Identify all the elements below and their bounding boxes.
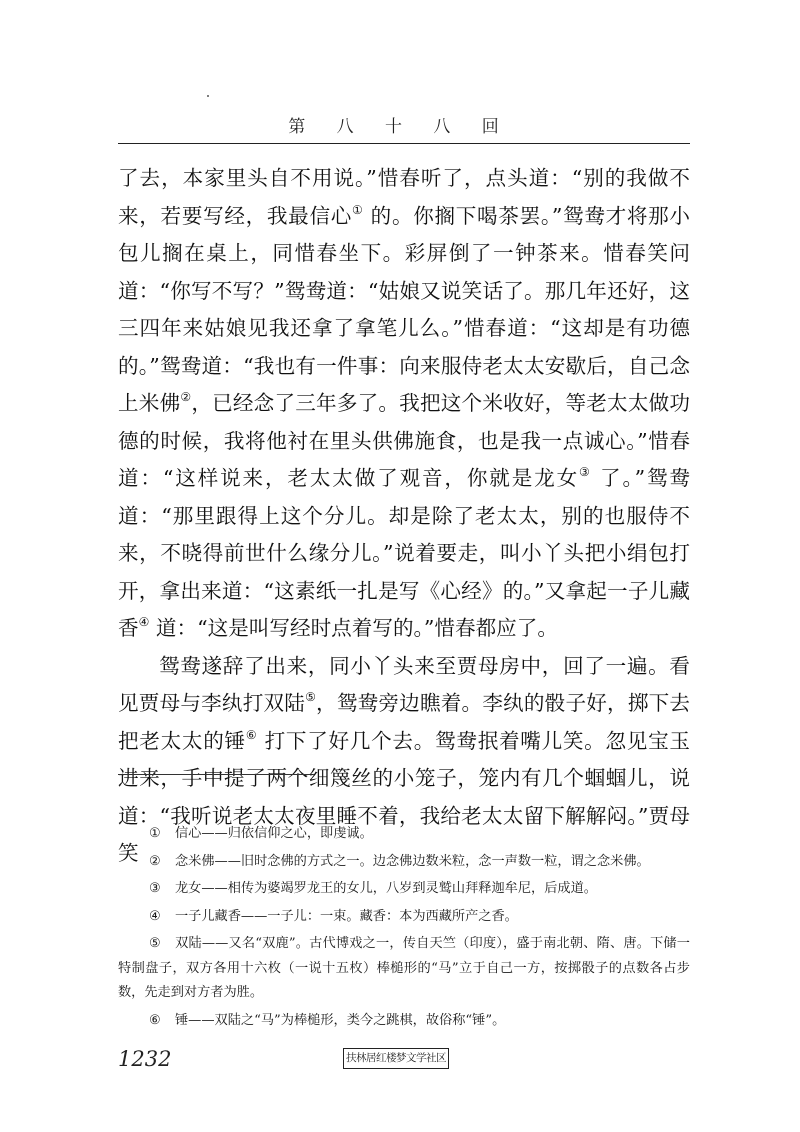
footnote-number: ⑤ xyxy=(149,936,161,951)
footnote-item xyxy=(118,932,690,1006)
footnote-number: ④ xyxy=(149,908,161,924)
chapter-running-header: 第 八 十 八 回 xyxy=(288,117,512,137)
footnote-text: 龙女——相传为婆竭罗龙王的女儿，八岁到灵鹫山拜释迦牟尼，后成道。 xyxy=(175,881,597,896)
footnote-text: 锤——双陆之“马”为棒槌形，类今之跳棋，故俗称“锤”。 xyxy=(175,1012,506,1028)
footnote-ref-2[interactable]: ② xyxy=(180,390,192,404)
footnote-text: 信心——归依信仰之心，即虔诚。 xyxy=(175,826,373,841)
footnote-ref-1[interactable]: ① xyxy=(352,202,364,217)
paragraph-1: 了去，本家里头自不用说。”惜春听了，点头道：“别的我做不来，若要写经，我最信心① 的。你搁下喝茶罢。”鸳鸯才将那小包儿搁在桌上，同惜春坐下。彩屏倒了一钟茶来。惜春笑问道：“你写不写？”鸳鸯道：“姑娘又说笑话了。那几年还好，这三四年来姑娘见我还拿了拿笔儿么。”惜春道：“这却是有功德的。”鸳鸯道：“我也有一件事：向来服侍老太太安歇后，自己念上米佛②，已经念了三年多了。我把这个米收好，等老太太做功德的时候，我将他衬在里头供佛施食，也是我一点诚心。”惜春道：“这样说来，老太太做了观音，你就是龙女③ 了。”鸳鸯道：“那里跟得上这个分儿。却是除了老太太，别的也服侍不来，不晓得前世什么缘分儿。”说着要走，叫小丫头把小绢包打开，拿出来道：“这素纸一扎是写《心经》的。”又拿起一子儿藏香④ 道：“这是叫写经时点着写的。”惜春都应了。 xyxy=(118,166,691,640)
paragraph-2: 鸳鸯遂辞了出来，同小丫头来至贾母房中，回了一遍。看见贾母与李纨打双陆⑤，鸳鸯旁边瞧着。李纨的骰子好，掷下去把老太太的锤⑥ 打下了好几个去。鸳鸯抿着嘴儿笑。忽见宝玉进来，手中提了两个细篾丝的小笼子，笼内有几个蝈蝈儿，说道：“我听说老太太夜里睡不着，我给老太太留下解解闷。”贾母笑 xyxy=(118,653,691,865)
scan-speck xyxy=(207,95,209,97)
footnote-ref-5[interactable]: ⑤ xyxy=(305,690,317,704)
footnote-item xyxy=(118,1009,690,1034)
footnote-ref-4[interactable]: ④ xyxy=(138,615,150,629)
footnote-number: ⑥ xyxy=(149,1012,161,1028)
footnote-item xyxy=(118,850,690,875)
page-number: 1232 xyxy=(118,1047,172,1071)
footnote-text: 双陆——又名“双鹿”。古代博戏之一，传自天竺（印度），盛于南北朝、隋、唐。下储一特制盘子，双方各用十六枚（一说十五枚）棒槌形的“马”立于自己一方，按掷骰子的点数各占步数，先走到对方者为胜。 xyxy=(118,936,690,1000)
header-rule xyxy=(118,143,690,144)
footnote-ref-3[interactable]: ③ xyxy=(579,465,592,479)
footnote-rule xyxy=(118,774,310,775)
watermark-stamp: 扶林居红楼梦文学社区 xyxy=(343,1048,449,1069)
footnote-number: ③ xyxy=(149,881,161,896)
footnote-text: 念米佛——旧时念佛的方式之一。边念佛边数米粒，念一声数一粒，谓之念米佛。 xyxy=(175,853,650,869)
footnote-ref-6[interactable]: ⑥ xyxy=(245,727,258,742)
footnote-number: ① xyxy=(149,826,161,841)
footnotes-section xyxy=(118,822,690,1036)
footnote-item xyxy=(118,877,690,902)
footnote-item xyxy=(118,905,690,930)
footnote-number: ② xyxy=(149,853,161,869)
footnote-item xyxy=(118,822,690,847)
main-text xyxy=(118,160,690,873)
footnote-text: 一子儿藏香——一子儿：一束。藏香：本为西藏所产之香。 xyxy=(175,908,518,924)
